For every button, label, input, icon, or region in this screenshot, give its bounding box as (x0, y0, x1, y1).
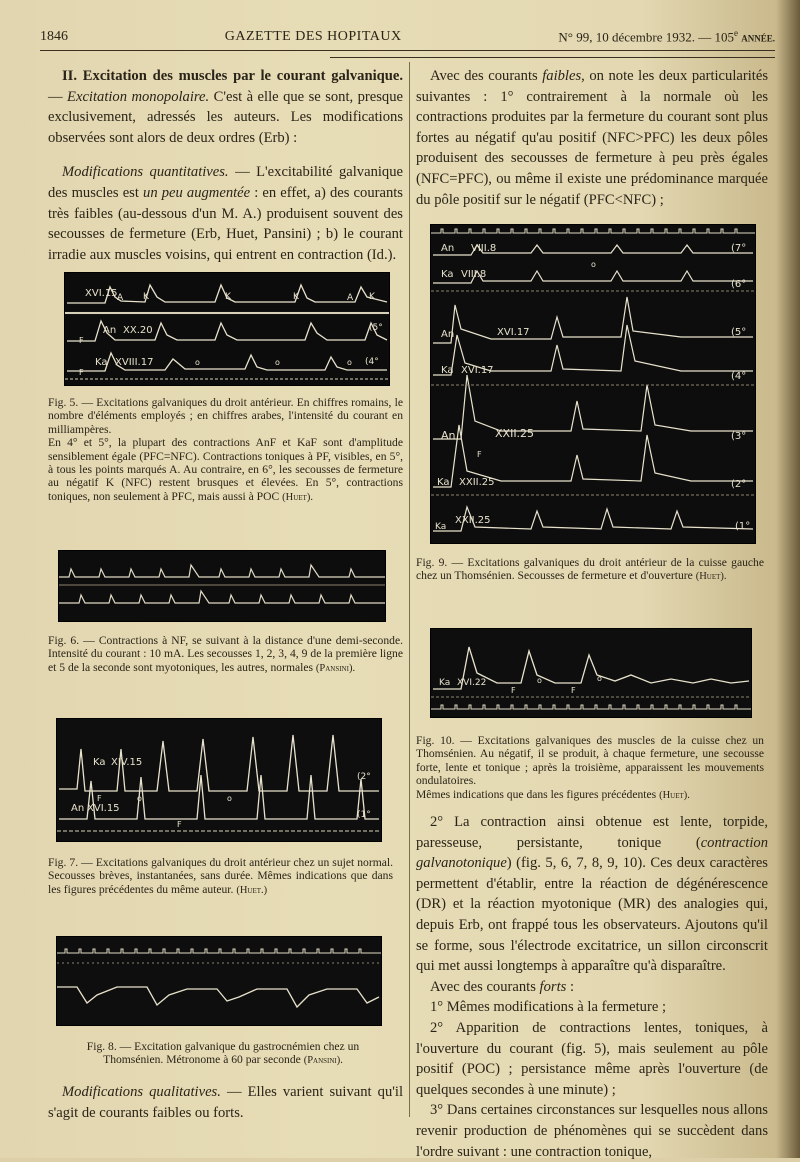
fig10-label-2: o (537, 676, 542, 685)
fig5-label-9: F (79, 336, 84, 345)
figure-10 (430, 628, 752, 718)
qualitative-paragraph (48, 1082, 403, 1123)
fig7-label-9: o (227, 794, 232, 803)
fig9-label-9: Ka (441, 365, 454, 376)
p3-part2: : (566, 978, 575, 995)
fig5-label-0: XVI.15 (85, 288, 118, 299)
fig9-label-22: o (591, 260, 596, 269)
fig6-caption-text: Contractions à NF, se suivant à la distance d'une demi-seconde. Intensité du courant : 10 mA. Les secousses 1, 2, 3, 4, 9 de la première ligne et 5 de la seconde sont myotoniques, les autres, normales (48, 634, 403, 674)
fig7-label-7: F (177, 820, 182, 829)
fig9-label-14: (3° (731, 431, 747, 442)
fig5-label-4: K (293, 292, 299, 302)
fig5-label-13: F (79, 368, 84, 377)
fig9-label-16: XXII.25 (459, 477, 495, 488)
fig5-label-1: A (117, 293, 124, 303)
fig9-label-19: XXII.25 (455, 515, 491, 526)
fig7-label-6: F (97, 794, 102, 803)
fig7-caption-text: Excitations galvaniques du droit antérieur chez un sujet normal. Secousses brèves, instantanées, sans durée. Mêmes indications que dans les figures précédentes du même auteur. (48, 856, 394, 896)
running-header (40, 24, 775, 50)
issue-line (558, 28, 775, 45)
intro-dash: — (48, 88, 68, 105)
fig9-label-21: F (477, 450, 482, 459)
qualitative-text: — Elles varient suivant qu'il s'agit de courants faibles ou forts. (48, 1084, 403, 1121)
p3-part1: Avec des courants (430, 978, 540, 995)
section-intro (48, 66, 403, 148)
fig7-label-2: An (71, 803, 85, 814)
figure-5-caption (48, 396, 403, 504)
fig7-caption-head: Fig. 7. — (48, 856, 96, 869)
fig9-caption-text: Excitations galvaniques du droit antérieur de la cuisse gauche chez un Thomsénien. Secousses de fermeture et d'ouverture (416, 556, 764, 583)
fig7-label-3: XVI.15 (87, 803, 120, 814)
fig9-label-10: XVI.17 (461, 365, 494, 376)
left-column-bottom (48, 1082, 403, 1123)
fig7-label-5: (1° (357, 810, 371, 820)
right-column-bottom (416, 812, 768, 1162)
fig10-caption-head: Fig. 10. — (416, 734, 478, 747)
fig9-label-6: An (441, 329, 455, 340)
weak-currents-paragraph (416, 66, 768, 210)
monopolaire-label: Excitation monopolaire. (67, 88, 210, 105)
fig10-author: (Huet). (659, 789, 690, 801)
fig5-label-2: K (143, 292, 149, 302)
figure-7-caption (48, 856, 393, 897)
fig9-label-20: (1° (735, 521, 751, 532)
p3-italic: forts (539, 978, 567, 995)
fig5-label-15: o (275, 358, 280, 367)
fig5-author: (Huet). (282, 491, 313, 503)
section-title: II. Excitation des muscles par le courant galvanique. (62, 68, 403, 84)
fig5-label-10: (5° (369, 323, 383, 333)
fig9-label-1: VIII.8 (471, 243, 497, 254)
fig8-caption-head: Fig. 8. — (86, 1040, 135, 1053)
quant-text-1: — L'excitabilité galvanique des muscles est (48, 164, 403, 201)
fig6-author: (Pansini). (315, 662, 356, 674)
fig9-label-13: XXII.25 (495, 427, 535, 440)
p2-part2: ) (fig. 5, 6, 7, 8, 9, 10). Ces deux caractères permettent d'établir, entre la réaction de dégénérescence (DR) et la réaction myotonique (MR) des analogies qui, depuis Erb, ont frappé tous les observateurs. Ajoutons qu'il se forme, sous l'électrode excitatrice, un sillon circonscrit qui met aussi longtemps à apparaître qu'à disparaître. (416, 855, 768, 975)
left-column-top (48, 66, 403, 265)
p1-part2: , on note les deux particularités suivantes : 1° contrairement à la normale où les contractions produites par la fermeture du courant sont plus fortes au négatif qu'au positif (NFC>PFC) les deux pôles produisent des secousses de fermeture à peu près égales (NFC=PFC), ou même il existe une prédominance marquée du pôle positif sur le négatif (PFC<NFC) ; (416, 68, 768, 208)
fig9-label-17: (2° (731, 479, 747, 490)
fig9-label-18: Ka (435, 522, 447, 532)
fig9-label-3: VIII.8 (461, 269, 487, 280)
figure-5 (64, 272, 390, 386)
fig5-caption-head: Fig. 5. — (48, 396, 97, 409)
column-divider (409, 62, 410, 1117)
fig9-author: (Huet). (695, 571, 727, 583)
fig7-label-0: Ka (93, 757, 106, 768)
figure-9 (430, 224, 756, 544)
fig5-label-17: (4° (365, 357, 379, 367)
fig9-label-11: (4° (731, 371, 747, 382)
quant-italic: un peu augmentée (143, 184, 251, 201)
item-3-paragraph: 3° Dans certaines circonstances sur lesquelles nous allons revenir production de phénomènes qui se succèdent dans l'ordre suivant : une contraction tonique, (416, 1102, 768, 1160)
figure-10-caption (416, 734, 764, 802)
fig5-label-14: o (195, 358, 200, 367)
fig9-label-5: (6° (731, 279, 747, 290)
issue-sup: e (733, 28, 738, 39)
fig8-caption-text: Excitation galvanique du gastrocnémien chez un Thomsénien. Métronome à 60 par seconde (103, 1040, 360, 1067)
header-rule (40, 50, 775, 51)
quant-text-2: : en effet, a) des courants très faibles (au-dessous d'un M. A.) produisent souvent des secousses de fermeture (Erb, Huet, Pansini) ; b) le courant irradie aux muscles voisins, qui entrent en contraction (Id.). (48, 184, 403, 263)
fig9-caption-head: Fig. 9. — (416, 556, 468, 569)
fig5-caption-text: Excitations galvaniques du droit antérieur. En chiffres romains, le nombre d'éléments employés ; en chiffres arabes, l'intensité du courant en milliampères. (48, 396, 403, 436)
p1-italic: faibles (542, 68, 582, 84)
figure-9-caption (416, 556, 764, 584)
fig10-label-0: Ka (439, 678, 451, 688)
fig5-label-16: o (347, 358, 352, 367)
journal-title: GAZETTE DES HOPITAUX (224, 29, 402, 44)
fig10-caption-text: Excitations galvaniques des muscles de la cuisse chez un Thomsénien. Au négatif, il se produit, à chaque fermeture, une secousse forte, lente et tonique ; après la troisième, apparaissent les mouvements ondulatoires. (416, 734, 764, 788)
p2-italic: contraction galvanotonique (416, 834, 768, 872)
fig5-label-6: K (369, 292, 375, 302)
header-subrule (330, 57, 775, 58)
fig5-label-8: XX.20 (123, 325, 153, 336)
fig9-label-4: (7° (731, 243, 747, 254)
item-2-paragraph: 2° Apparition de contractions lentes, toniques, à l'ouverture du courant (fig. 5), mais seulement au pôle positif (POC) ; persistance même après l'ouverture (de quelques secondes à une minute) ; (416, 1019, 768, 1098)
figure-8 (56, 936, 382, 1026)
item-1-paragraph: 1° Mêmes modifications à la fermeture ; (430, 999, 667, 1016)
fig9-label-2: Ka (441, 269, 454, 280)
p2-part1: 2° La contraction ainsi obtenue est lente, torpide, paresseuse, persistante, tonique ( (416, 814, 768, 851)
fig9-label-0: An (441, 243, 455, 254)
fig8-author: (Pansini). (303, 1055, 343, 1067)
fig7-label-1: XIV.15 (111, 757, 143, 768)
fig5-label-7: An (103, 325, 117, 336)
fig9-label-8: (5° (731, 327, 747, 338)
contraction-paragraph (416, 812, 768, 977)
issue-text: N° 99, 10 décembre 1932. — 105 (558, 29, 734, 45)
figure-6 (58, 550, 386, 622)
fig5-caption2: En 4° et 5°, la plupart des contractions AnF et KaF sont d'amplitude sensiblement égale (PFC=NFC). Contractions toniques à PF, visibles, en 5°, à tous les points marqués A. Au contraire, en 6°, les secousses de fermeture au négatif K (NFC) restent brusques et élevées. En 5°, contractions toniques, non seulement à PFC, mais aussi à POC (48, 436, 403, 503)
fig9-label-12: An (441, 429, 456, 442)
fig5-label-3: K (225, 292, 231, 302)
quantitative-label: Modifications quantitatives. (62, 164, 229, 181)
fig6-caption-head: Fig. 6. — (48, 634, 99, 647)
figure-7 (56, 718, 382, 842)
qualitative-label: Modifications qualitatives. (62, 1084, 221, 1100)
figure-8-caption (58, 1040, 388, 1068)
fig7-author: (Huet.) (236, 884, 268, 896)
fig5-label-12: XVIII.17 (115, 357, 154, 368)
page-number: 1846 (40, 29, 68, 44)
quantitative-paragraph (48, 162, 403, 265)
fig10-label-5: o (597, 674, 602, 683)
right-column-top (416, 66, 768, 210)
fig9-label-15: Ka (437, 477, 450, 488)
fig5-label-11: Ka (95, 357, 108, 368)
fig10-label-3: F (511, 686, 516, 695)
p1-part1: Avec des courants (430, 68, 543, 84)
fig7-label-4: (2° (357, 772, 371, 782)
intro-text: C'est à elle que se sont, presque exclusivement, adressés les auteurs. Les modifications observées sont alors de deux ordres (Erb) : (48, 88, 403, 146)
fig10-label-4: F (571, 686, 576, 695)
fig5-label-5: A (347, 293, 354, 303)
fig7-label-8: o (137, 794, 142, 803)
fig10-label-1: XVI.22 (457, 678, 487, 688)
strong-currents-paragraph (416, 977, 768, 998)
figure-6-caption (48, 634, 403, 675)
issue-annee: ANNÉE. (741, 33, 775, 44)
fig9-label-7: XVI.17 (497, 327, 530, 338)
fig10-caption2: Mêmes indications que dans les figures précédentes (416, 787, 657, 801)
